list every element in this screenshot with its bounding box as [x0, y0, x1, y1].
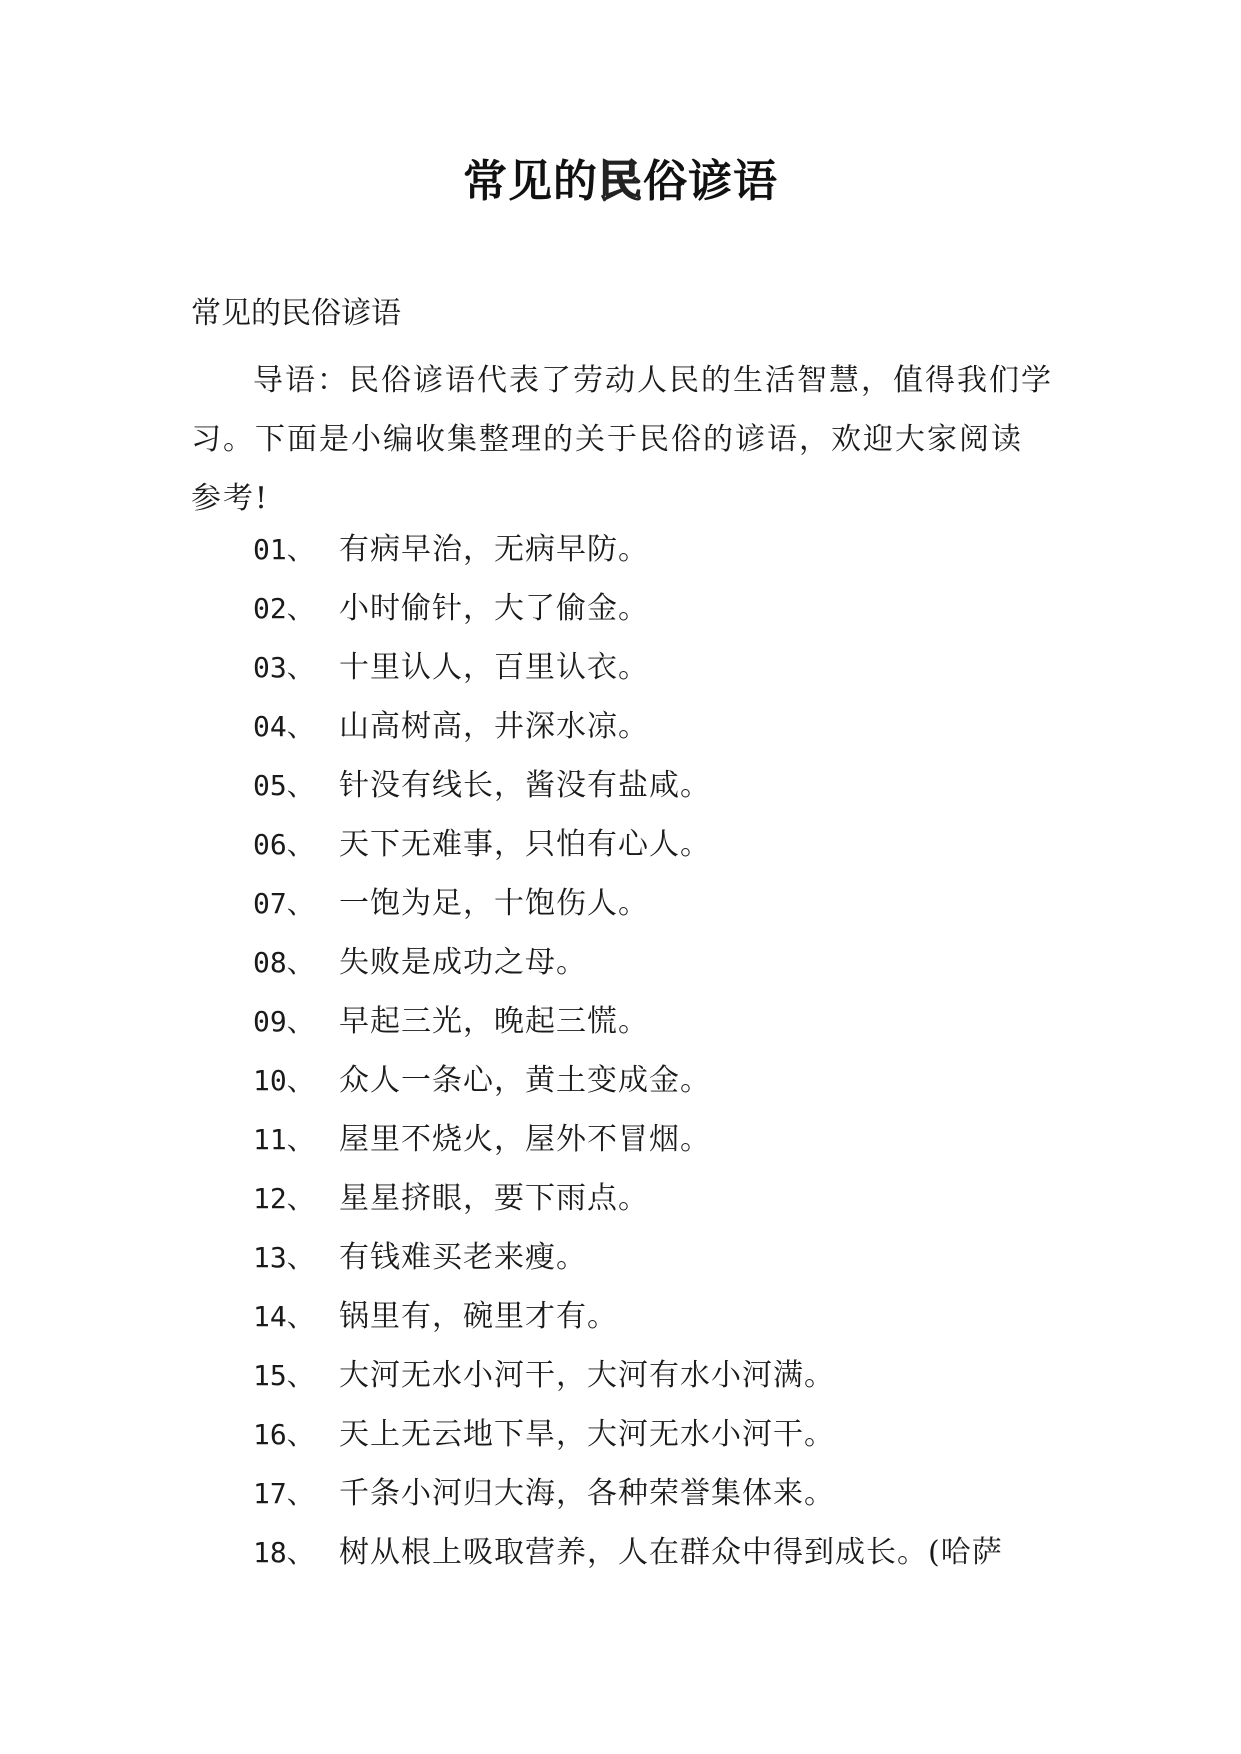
proverb-item [191, 823, 1053, 882]
proverb-item [191, 1000, 1053, 1059]
proverb-number: 15、 [253, 1359, 315, 1392]
proverb-text: 众人一条心，黄土变成金。 [339, 1063, 711, 1098]
proverb-text: 早起三光，晚起三慌。 [339, 1004, 649, 1039]
proverb-number: 17、 [253, 1477, 315, 1510]
proverb-number: 04、 [253, 710, 315, 743]
proverb-text: 一饱为足，十饱伤人。 [339, 886, 649, 921]
proverb-text: 大河无水小河干，大河有水小河满。 [339, 1358, 835, 1393]
proverb-text: 有钱难买老来瘦。 [339, 1240, 587, 1275]
proverb-number: 10、 [253, 1064, 315, 1097]
proverb-item [191, 1236, 1053, 1295]
proverb-text: 树从根上吸取营养，人在群众中得到成长。(哈萨 [339, 1535, 1003, 1570]
proverb-number: 09、 [253, 1005, 315, 1038]
proverb-item [191, 646, 1053, 705]
proverb-item [191, 587, 1053, 646]
proverb-number: 16、 [253, 1418, 315, 1451]
proverb-item [191, 764, 1053, 823]
proverb-item [191, 528, 1053, 587]
proverb-item [191, 1118, 1053, 1177]
proverb-item [191, 1413, 1053, 1472]
proverb-text: 千条小河归大海，各种荣誉集体来。 [339, 1476, 835, 1511]
proverb-number: 12、 [253, 1182, 315, 1215]
proverb-text: 山高树高，井深水凉。 [339, 709, 649, 744]
proverb-text: 十里认人，百里认衣。 [339, 650, 649, 685]
proverb-number: 13、 [253, 1241, 315, 1274]
proverb-number: 07、 [253, 887, 315, 920]
intro-paragraph: 导语：民俗谚语代表了劳动人民的生活智慧，值得我们学习。下面是小编收集整理的关于民俗的谚语，欢迎大家阅读参考! [191, 363, 1053, 516]
proverb-item [191, 1059, 1053, 1118]
proverb-number: 01、 [253, 533, 315, 566]
proverb-number: 11、 [253, 1123, 315, 1156]
document-title [0, 152, 1241, 212]
proverb-number: 03、 [253, 651, 315, 684]
proverb-item [191, 1295, 1053, 1354]
title-part-1: 常见的 [463, 156, 598, 207]
proverb-item [191, 1177, 1053, 1236]
document-body [191, 292, 1053, 1590]
proverb-text: 小时偷针，大了偷金。 [339, 591, 649, 626]
proverb-number: 05、 [253, 769, 315, 802]
title-part-3: 俗谚语 [643, 156, 778, 207]
proverb-number: 14、 [253, 1300, 315, 1333]
proverb-item [191, 1472, 1053, 1531]
proverb-text: 有病早治，无病早防。 [339, 532, 649, 567]
proverb-text: 屋里不烧火，屋外不冒烟。 [339, 1122, 711, 1157]
proverb-text: 失败是成功之母。 [339, 945, 587, 980]
subtitle: 常见的民俗谚语 [191, 296, 401, 331]
proverb-text: 天下无难事，只怕有心人。 [339, 827, 711, 862]
title-part-2-outlined: 民 [598, 156, 643, 207]
proverb-text: 锅里有，碗里才有。 [339, 1299, 618, 1334]
proverb-number: 08、 [253, 946, 315, 979]
proverb-item [191, 1354, 1053, 1413]
proverb-number: 18、 [253, 1536, 315, 1569]
proverb-item [191, 882, 1053, 941]
proverb-number: 02、 [253, 592, 315, 625]
proverb-item [191, 1531, 1053, 1590]
proverb-text: 针没有线长，酱没有盐咸。 [339, 768, 711, 803]
proverb-text: 星星挤眼，要下雨点。 [339, 1181, 649, 1216]
proverb-number: 06、 [253, 828, 315, 861]
proverb-item [191, 941, 1053, 1000]
proverb-list [191, 528, 1053, 1590]
proverb-item [191, 705, 1053, 764]
proverb-text: 天上无云地下旱，大河无水小河干。 [339, 1417, 835, 1452]
